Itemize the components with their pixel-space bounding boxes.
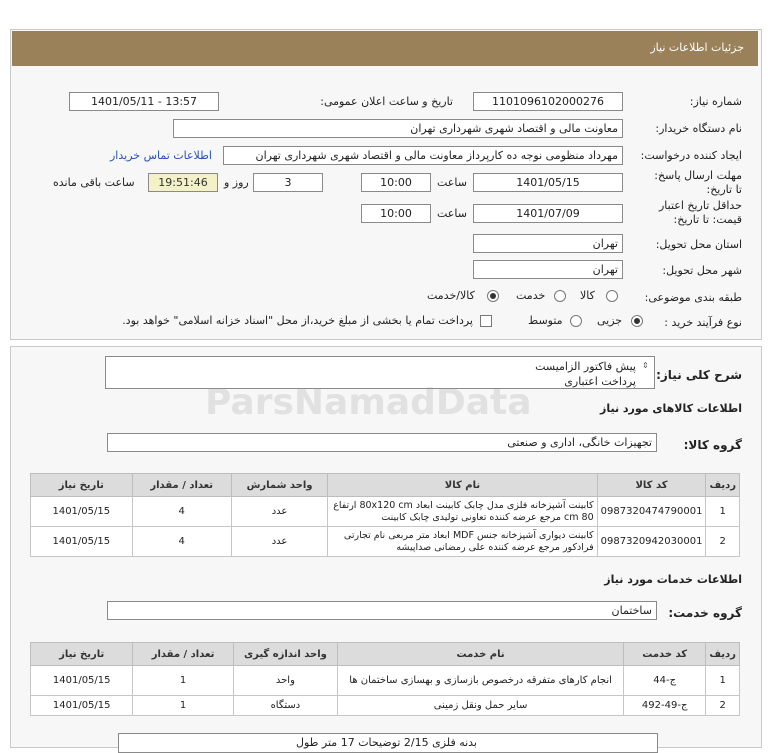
delivery-city-label: شهر محل تحویل:	[662, 264, 742, 277]
buyer-name-field: معاونت مالی و اقتصاد شهری شهرداری تهران	[173, 119, 623, 138]
col-code: کد کالا	[597, 474, 706, 497]
col-name: نام کالا	[328, 474, 597, 497]
row-code: 0987320942030001	[597, 527, 706, 557]
services-table	[30, 642, 740, 716]
days-label: روز و	[224, 176, 249, 189]
row-date: 1401/05/15	[31, 527, 133, 557]
remaining-time-field: 19:51:46	[148, 173, 218, 192]
days-remaining-field: 3	[253, 173, 323, 192]
request-creator-field: مهرداد منظومی نوجه ده کارپرداز معاونت مالی و اقتصاد شهری شهرداری تهران	[223, 146, 623, 165]
watermark-text: ParsNamadData	[205, 382, 532, 423]
process-type-label: نوع فرآیند خرید :	[664, 316, 742, 329]
row-name: کابینت دیواری آشپزخانه جنس MDF ابعاد متر مربعی نام تجارتی فرادکور مرجع عرضه کننده علی رمضانی صداپیشه	[328, 527, 597, 557]
row-code: ج-49-492	[624, 696, 706, 716]
goods-group-field: تجهیزات خانگی، اداری و صنعتی	[107, 433, 657, 452]
col-idx: ردیف	[706, 474, 740, 497]
need-number-label: شماره نیاز:	[689, 95, 742, 108]
treasury-payment-note: پرداخت تمام یا بخشی از مبلغ خرید،از محل "اسناد خزانه اسلامی" خواهد بود.	[122, 314, 473, 327]
row-idx: 2	[706, 527, 740, 557]
general-description-label: شرح کلی نیاز:	[656, 368, 742, 382]
deadline-date-field: 1401/05/15	[473, 173, 623, 192]
col-date: تاریخ نیاز	[31, 643, 133, 666]
description-line-2: پرداخت اعتباری	[564, 375, 636, 388]
row-name: سایر حمل ونقل زمینی	[338, 696, 624, 716]
row-unit: واحد	[233, 666, 337, 696]
col-qty: تعداد / مقدار	[132, 474, 231, 497]
col-idx: ردیف	[706, 643, 740, 666]
row-name: انجام کارهای متفرقه درخصوص بازسازی و بهسازی ساختمان ها	[338, 666, 624, 696]
process-minor-radio[interactable]	[631, 315, 643, 327]
process-medium-radio[interactable]	[570, 315, 582, 327]
general-description-box	[105, 356, 655, 389]
goods-table	[30, 473, 740, 557]
row-code: ج-44	[624, 666, 706, 696]
row-idx: 2	[706, 696, 740, 716]
category-goods-label: کالا	[580, 289, 595, 302]
validity-time-field: 10:00	[361, 204, 431, 223]
scroll-arrows-icon[interactable]: ⇕	[642, 361, 649, 370]
goods-table-header	[31, 474, 740, 497]
process-medium-label: متوسط	[528, 314, 563, 327]
col-unit: واحد شمارش	[231, 474, 327, 497]
category-goods-service-radio[interactable]	[487, 290, 499, 302]
table-row[interactable]	[31, 497, 740, 527]
service-group-field: ساختمان	[107, 601, 657, 620]
row-unit: عدد	[231, 497, 327, 527]
row-date: 1401/05/15	[31, 696, 133, 716]
row-name: کابینت آشپزخانه فلزی مدل چابک کابینت ابعاد 80x120 cm ارتفاع 80 cm مرجع عرضه کننده تعاونی تولیدی چابک کابینت	[328, 497, 597, 527]
table-row[interactable]	[31, 527, 740, 557]
row-qty: 4	[132, 527, 231, 557]
services-section-title: اطلاعات خدمات مورد نیاز	[604, 573, 742, 586]
treasury-payment-checkbox[interactable]	[480, 315, 492, 327]
request-creator-label: ایجاد کننده درخواست:	[640, 149, 742, 162]
category-service-label: خدمت	[516, 289, 546, 302]
row-code: 0987320474790001	[597, 497, 706, 527]
col-date: تاریخ نیاز	[31, 474, 133, 497]
announce-date-field: 1401/05/11 - 13:57	[69, 92, 219, 111]
row-idx: 1	[706, 666, 740, 696]
goods-group-label: گروه کالا:	[683, 438, 742, 452]
row-date: 1401/05/15	[31, 666, 133, 696]
response-deadline-label: مهلت ارسال پاسخ: تا تاریخ:	[654, 169, 742, 196]
buyer-name-label: نام دستگاه خریدار:	[655, 122, 742, 135]
price-validity-label: حداقل تاریخ اعتبار قیمت: تا تاریخ:	[658, 199, 742, 226]
validity-date-field: 1401/07/09	[473, 204, 623, 223]
process-minor-label: جزیی	[597, 314, 623, 327]
delivery-province-label: استان محل تحویل:	[655, 238, 742, 251]
table-row[interactable]	[31, 696, 740, 716]
remaining-time-label: ساعت باقی مانده	[53, 176, 135, 189]
category-service-radio[interactable]	[554, 290, 566, 302]
services-table-header	[31, 643, 740, 666]
row-unit: دستگاه	[233, 696, 337, 716]
delivery-province-field: تهران	[473, 234, 623, 253]
service-group-label: گروه خدمت:	[668, 606, 742, 620]
row-unit: عدد	[231, 527, 327, 557]
announce-date-label: تاریخ و ساعت اعلان عمومی:	[320, 95, 453, 108]
description-line-1: پیش فاکتور الزامیست	[535, 360, 636, 373]
buyer-contact-link[interactable]: اطلاعات تماس خریدار	[110, 149, 212, 162]
buyer-notes-box	[118, 733, 658, 753]
col-name: نام خدمت	[338, 643, 624, 666]
header-bar	[12, 31, 758, 66]
deadline-time-label: ساعت	[437, 176, 467, 189]
table-row[interactable]	[31, 666, 740, 696]
col-qty: تعداد / مقدار	[133, 643, 233, 666]
row-date: 1401/05/15	[31, 497, 133, 527]
row-idx: 1	[706, 497, 740, 527]
category-goods-radio[interactable]	[606, 290, 618, 302]
page-title: جزئیات اطلاعات نیاز	[650, 41, 744, 54]
col-code: کد خدمت	[624, 643, 706, 666]
row-qty: 1	[133, 666, 233, 696]
row-qty: 1	[133, 696, 233, 716]
col-unit: واحد اندازه گیری	[233, 643, 337, 666]
delivery-city-field: تهران	[473, 260, 623, 279]
validity-time-label: ساعت	[437, 207, 467, 220]
category-label: طبقه بندی موضوعی:	[644, 291, 742, 304]
need-number-field: 1101096102000276	[473, 92, 623, 111]
goods-section-title: اطلاعات کالاهای مورد نیاز	[600, 402, 742, 415]
deadline-time-field: 10:00	[361, 173, 431, 192]
row-qty: 4	[132, 497, 231, 527]
buyer-notes-text: بدنه فلزی 2/15 توضیحات 17 متر طول	[295, 736, 477, 749]
category-goods-service-label: کالا/خدمت	[427, 289, 475, 302]
